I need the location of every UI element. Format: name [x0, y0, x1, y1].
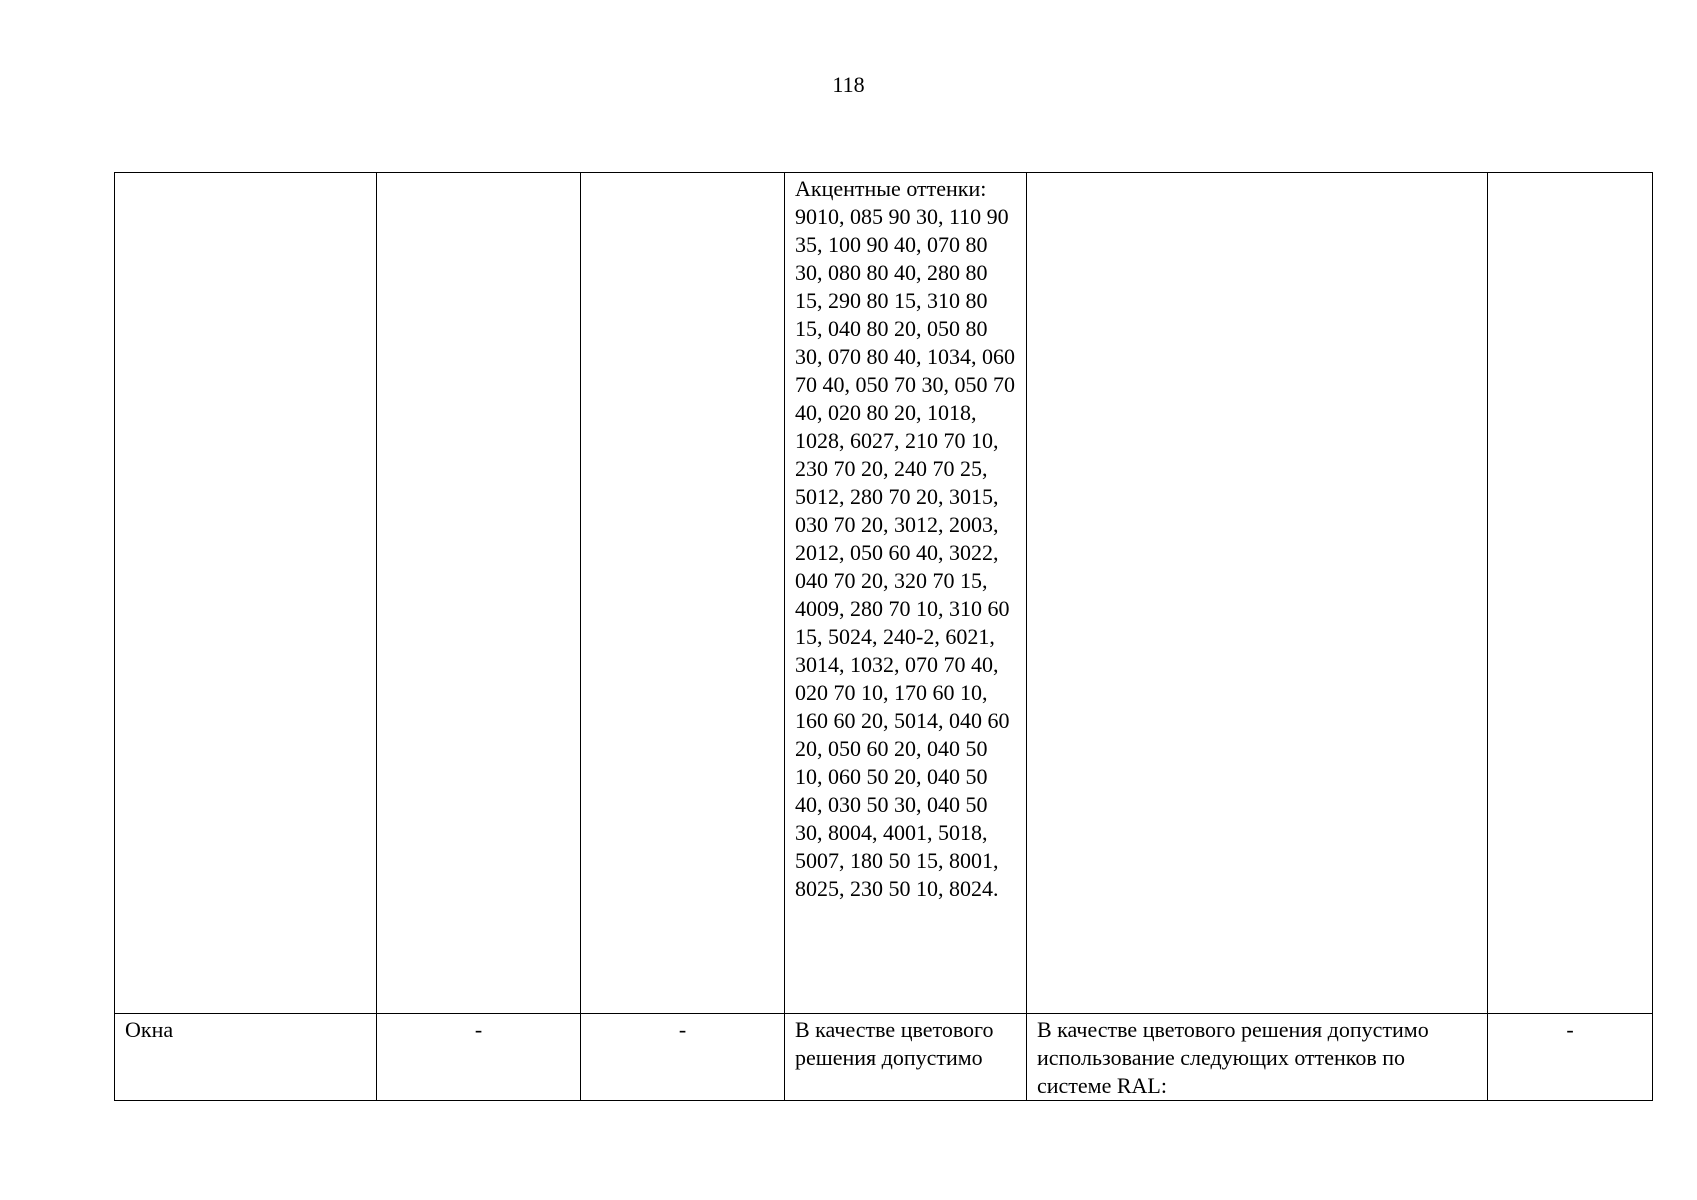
table-cell: -: [1488, 1014, 1653, 1101]
color-solution-cell: В качестве цветового решения допустимо: [785, 1014, 1027, 1101]
table-row: [115, 173, 1653, 1014]
table-cell: [1488, 173, 1653, 1014]
table-cell: [581, 173, 785, 1014]
ral-shades-cell: В качестве цветового решения допустимо использование следующих оттенков по системе RAL:: [1027, 1014, 1488, 1101]
table-cell: [1027, 173, 1488, 1014]
table-cell: [377, 173, 581, 1014]
page-number: 118: [832, 72, 865, 97]
table-cell: -: [581, 1014, 785, 1101]
element-name-cell: Окна: [115, 1014, 377, 1101]
table-cell: -: [377, 1014, 581, 1101]
requirements-table: [114, 172, 1653, 1101]
accent-shades-cell: Акцентные оттенки: 9010, 085 90 30, 110 90 35, 100 90 40, 070 80 30, 080 80 40, 280 80 15, 290 80 15, 310 80 15, 040 80 20, 050 80 30, 070 80 40, 1034, 060 70 40, 050 70 30, 050 70 40, 020 80 20, 1018, 1028, 6027, 210 70 10, 230 70 20, 240 70 25, 5012, 280 70 20, 3015, 030 70 20, 3012, 2003, 2012, 050 60 40, 3022, 040 70 20, 320 70 15, 4009, 280 70 10, 310 60 15, 5024, 240-2, 6021, 3014, 1032, 070 70 40, 020 70 10, 170 60 10, 160 60 20, 5014, 040 60 20, 050 60 20, 040 50 10, 060 50 20, 040 50 40, 030 50 30, 040 50 30, 8004, 4001, 5018, 5007, 180 50 15, 8001, 8025, 230 50 10, 8024.: [785, 173, 1027, 1014]
table-row: [115, 1014, 1653, 1101]
table-cell: [115, 173, 377, 1014]
